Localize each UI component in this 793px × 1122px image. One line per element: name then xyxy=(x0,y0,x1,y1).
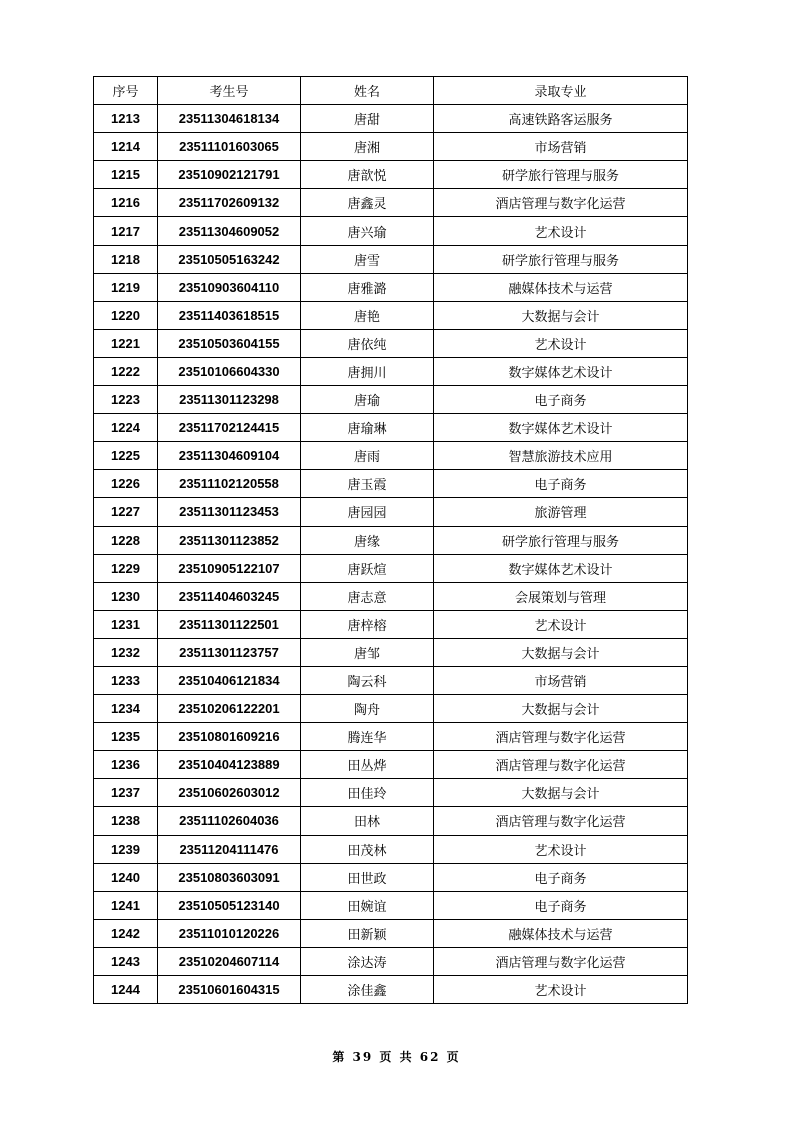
cell-major: 酒店管理与数字化运营 xyxy=(434,723,688,751)
table-row xyxy=(94,470,688,498)
cell-index: 1228 xyxy=(94,526,158,554)
cell-exam-number: 23511301123757 xyxy=(158,638,301,666)
table-row xyxy=(94,329,688,357)
cell-name: 腾连华 xyxy=(301,723,434,751)
cell-exam-number: 23510503604155 xyxy=(158,329,301,357)
table-row xyxy=(94,723,688,751)
cell-name: 涂达涛 xyxy=(301,947,434,975)
table-row xyxy=(94,442,688,470)
cell-index: 1233 xyxy=(94,666,158,694)
cell-name: 田林 xyxy=(301,807,434,835)
cell-exam-number: 23511010120226 xyxy=(158,919,301,947)
cell-major: 艺术设计 xyxy=(434,217,688,245)
table-row xyxy=(94,976,688,1004)
cell-index: 1236 xyxy=(94,751,158,779)
cell-name: 唐兴瑜 xyxy=(301,217,434,245)
cell-major: 大数据与会计 xyxy=(434,695,688,723)
cell-exam-number: 23511304609052 xyxy=(158,217,301,245)
cell-major: 电子商务 xyxy=(434,863,688,891)
table-row xyxy=(94,919,688,947)
cell-index: 1219 xyxy=(94,273,158,301)
table-header-row xyxy=(94,77,688,105)
table-body xyxy=(94,105,688,1004)
cell-major: 艺术设计 xyxy=(434,835,688,863)
cell-exam-number: 23511304618134 xyxy=(158,105,301,133)
cell-name: 唐邹 xyxy=(301,638,434,666)
table-row xyxy=(94,189,688,217)
cell-exam-number: 23510505123140 xyxy=(158,891,301,919)
cell-index: 1238 xyxy=(94,807,158,835)
cell-exam-number: 23510803603091 xyxy=(158,863,301,891)
cell-index: 1244 xyxy=(94,976,158,1004)
cell-name: 唐梓榕 xyxy=(301,610,434,638)
cell-major: 电子商务 xyxy=(434,470,688,498)
table-row xyxy=(94,891,688,919)
cell-major: 旅游管理 xyxy=(434,498,688,526)
cell-index: 1225 xyxy=(94,442,158,470)
cell-index: 1242 xyxy=(94,919,158,947)
cell-exam-number: 23510206122201 xyxy=(158,695,301,723)
cell-name: 田丛烨 xyxy=(301,751,434,779)
cell-major: 酒店管理与数字化运营 xyxy=(434,807,688,835)
cell-name: 唐雨 xyxy=(301,442,434,470)
cell-index: 1241 xyxy=(94,891,158,919)
header-major: 录取专业 xyxy=(434,77,688,105)
cell-index: 1213 xyxy=(94,105,158,133)
cell-name: 田新颖 xyxy=(301,919,434,947)
cell-name: 田婉谊 xyxy=(301,891,434,919)
cell-exam-number: 23511301123298 xyxy=(158,386,301,414)
cell-index: 1220 xyxy=(94,301,158,329)
cell-major: 研学旅行管理与服务 xyxy=(434,245,688,273)
table-row xyxy=(94,695,688,723)
cell-index: 1229 xyxy=(94,554,158,582)
cell-name: 唐拥川 xyxy=(301,357,434,385)
cell-major: 会展策划与管理 xyxy=(434,582,688,610)
cell-major: 酒店管理与数字化运营 xyxy=(434,947,688,975)
cell-index: 1217 xyxy=(94,217,158,245)
cell-exam-number: 23510903604110 xyxy=(158,273,301,301)
cell-index: 1218 xyxy=(94,245,158,273)
cell-exam-number: 23511102120558 xyxy=(158,470,301,498)
cell-exam-number: 23510602603012 xyxy=(158,779,301,807)
cell-index: 1243 xyxy=(94,947,158,975)
cell-name: 唐鑫灵 xyxy=(301,189,434,217)
cell-name: 唐跃煊 xyxy=(301,554,434,582)
cell-index: 1239 xyxy=(94,835,158,863)
cell-exam-number: 23511301122501 xyxy=(158,610,301,638)
cell-name: 陶舟 xyxy=(301,695,434,723)
cell-name: 唐雅潞 xyxy=(301,273,434,301)
cell-name: 唐湘 xyxy=(301,133,434,161)
cell-name: 唐瑜琳 xyxy=(301,414,434,442)
cell-name: 唐依纯 xyxy=(301,329,434,357)
cell-exam-number: 23510801609216 xyxy=(158,723,301,751)
cell-exam-number: 23510505163242 xyxy=(158,245,301,273)
cell-index: 1234 xyxy=(94,695,158,723)
cell-name: 唐园园 xyxy=(301,498,434,526)
cell-name: 涂佳鑫 xyxy=(301,976,434,1004)
table-row xyxy=(94,610,688,638)
cell-index: 1231 xyxy=(94,610,158,638)
header-index: 序号 xyxy=(94,77,158,105)
table-row xyxy=(94,582,688,610)
cell-major: 智慧旅游技术应用 xyxy=(434,442,688,470)
cell-index: 1214 xyxy=(94,133,158,161)
table-row xyxy=(94,526,688,554)
cell-major: 大数据与会计 xyxy=(434,638,688,666)
cell-exam-number: 23510404123889 xyxy=(158,751,301,779)
cell-exam-number: 23510902121791 xyxy=(158,161,301,189)
table-row xyxy=(94,386,688,414)
table-row xyxy=(94,947,688,975)
cell-index: 1232 xyxy=(94,638,158,666)
cell-major: 大数据与会计 xyxy=(434,779,688,807)
cell-exam-number: 23510106604330 xyxy=(158,357,301,385)
cell-index: 1215 xyxy=(94,161,158,189)
cell-name: 唐歆悦 xyxy=(301,161,434,189)
cell-exam-number: 23511301123453 xyxy=(158,498,301,526)
cell-name: 唐志意 xyxy=(301,582,434,610)
cell-index: 1222 xyxy=(94,357,158,385)
cell-exam-number: 23511101603065 xyxy=(158,133,301,161)
cell-name: 唐缘 xyxy=(301,526,434,554)
cell-major: 电子商务 xyxy=(434,386,688,414)
cell-major: 数字媒体艺术设计 xyxy=(434,357,688,385)
cell-major: 艺术设计 xyxy=(434,329,688,357)
cell-name: 田佳玲 xyxy=(301,779,434,807)
cell-major: 酒店管理与数字化运营 xyxy=(434,751,688,779)
cell-major: 数字媒体艺术设计 xyxy=(434,554,688,582)
table-row xyxy=(94,498,688,526)
table-row xyxy=(94,245,688,273)
cell-index: 1230 xyxy=(94,582,158,610)
cell-exam-number: 23511702124415 xyxy=(158,414,301,442)
cell-exam-number: 23510406121834 xyxy=(158,666,301,694)
cell-major: 市场营销 xyxy=(434,666,688,694)
cell-major: 高速铁路客运服务 xyxy=(434,105,688,133)
cell-exam-number: 23511702609132 xyxy=(158,189,301,217)
cell-name: 唐雪 xyxy=(301,245,434,273)
table-row xyxy=(94,554,688,582)
table-row xyxy=(94,217,688,245)
cell-exam-number: 23511304609104 xyxy=(158,442,301,470)
cell-exam-number: 23510601604315 xyxy=(158,976,301,1004)
header-name: 姓名 xyxy=(301,77,434,105)
cell-name: 唐瑜 xyxy=(301,386,434,414)
table-row xyxy=(94,751,688,779)
table-row xyxy=(94,666,688,694)
cell-name: 唐甜 xyxy=(301,105,434,133)
table-row xyxy=(94,133,688,161)
cell-name: 唐玉霞 xyxy=(301,470,434,498)
cell-major: 研学旅行管理与服务 xyxy=(434,161,688,189)
cell-name: 田茂林 xyxy=(301,835,434,863)
cell-name: 唐艳 xyxy=(301,301,434,329)
cell-major: 酒店管理与数字化运营 xyxy=(434,189,688,217)
cell-exam-number: 23511301123852 xyxy=(158,526,301,554)
cell-index: 1216 xyxy=(94,189,158,217)
cell-name: 田世政 xyxy=(301,863,434,891)
cell-major: 融媒体技术与运营 xyxy=(434,273,688,301)
cell-major: 融媒体技术与运营 xyxy=(434,919,688,947)
admission-table xyxy=(93,76,688,1004)
cell-index: 1237 xyxy=(94,779,158,807)
cell-name: 陶云科 xyxy=(301,666,434,694)
cell-major: 市场营销 xyxy=(434,133,688,161)
cell-major: 艺术设计 xyxy=(434,976,688,1004)
table-row xyxy=(94,638,688,666)
cell-index: 1235 xyxy=(94,723,158,751)
table-row xyxy=(94,779,688,807)
table-row xyxy=(94,105,688,133)
cell-index: 1240 xyxy=(94,863,158,891)
page-footer: 第 39 页 共 62 页 xyxy=(332,1050,461,1064)
cell-major: 大数据与会计 xyxy=(434,301,688,329)
table-row xyxy=(94,357,688,385)
cell-major: 数字媒体艺术设计 xyxy=(434,414,688,442)
table-row xyxy=(94,273,688,301)
cell-major: 艺术设计 xyxy=(434,610,688,638)
table-row xyxy=(94,835,688,863)
table-row xyxy=(94,414,688,442)
header-exam-number: 考生号 xyxy=(158,77,301,105)
cell-exam-number: 23510905122107 xyxy=(158,554,301,582)
table-row xyxy=(94,807,688,835)
table-row xyxy=(94,301,688,329)
cell-index: 1227 xyxy=(94,498,158,526)
cell-index: 1224 xyxy=(94,414,158,442)
cell-exam-number: 23511403618515 xyxy=(158,301,301,329)
table-row xyxy=(94,863,688,891)
cell-major: 电子商务 xyxy=(434,891,688,919)
cell-exam-number: 23510204607114 xyxy=(158,947,301,975)
cell-major: 研学旅行管理与服务 xyxy=(434,526,688,554)
cell-index: 1223 xyxy=(94,386,158,414)
cell-index: 1221 xyxy=(94,329,158,357)
cell-exam-number: 23511102604036 xyxy=(158,807,301,835)
cell-exam-number: 23511204111476 xyxy=(158,835,301,863)
cell-index: 1226 xyxy=(94,470,158,498)
table-row xyxy=(94,161,688,189)
cell-exam-number: 23511404603245 xyxy=(158,582,301,610)
